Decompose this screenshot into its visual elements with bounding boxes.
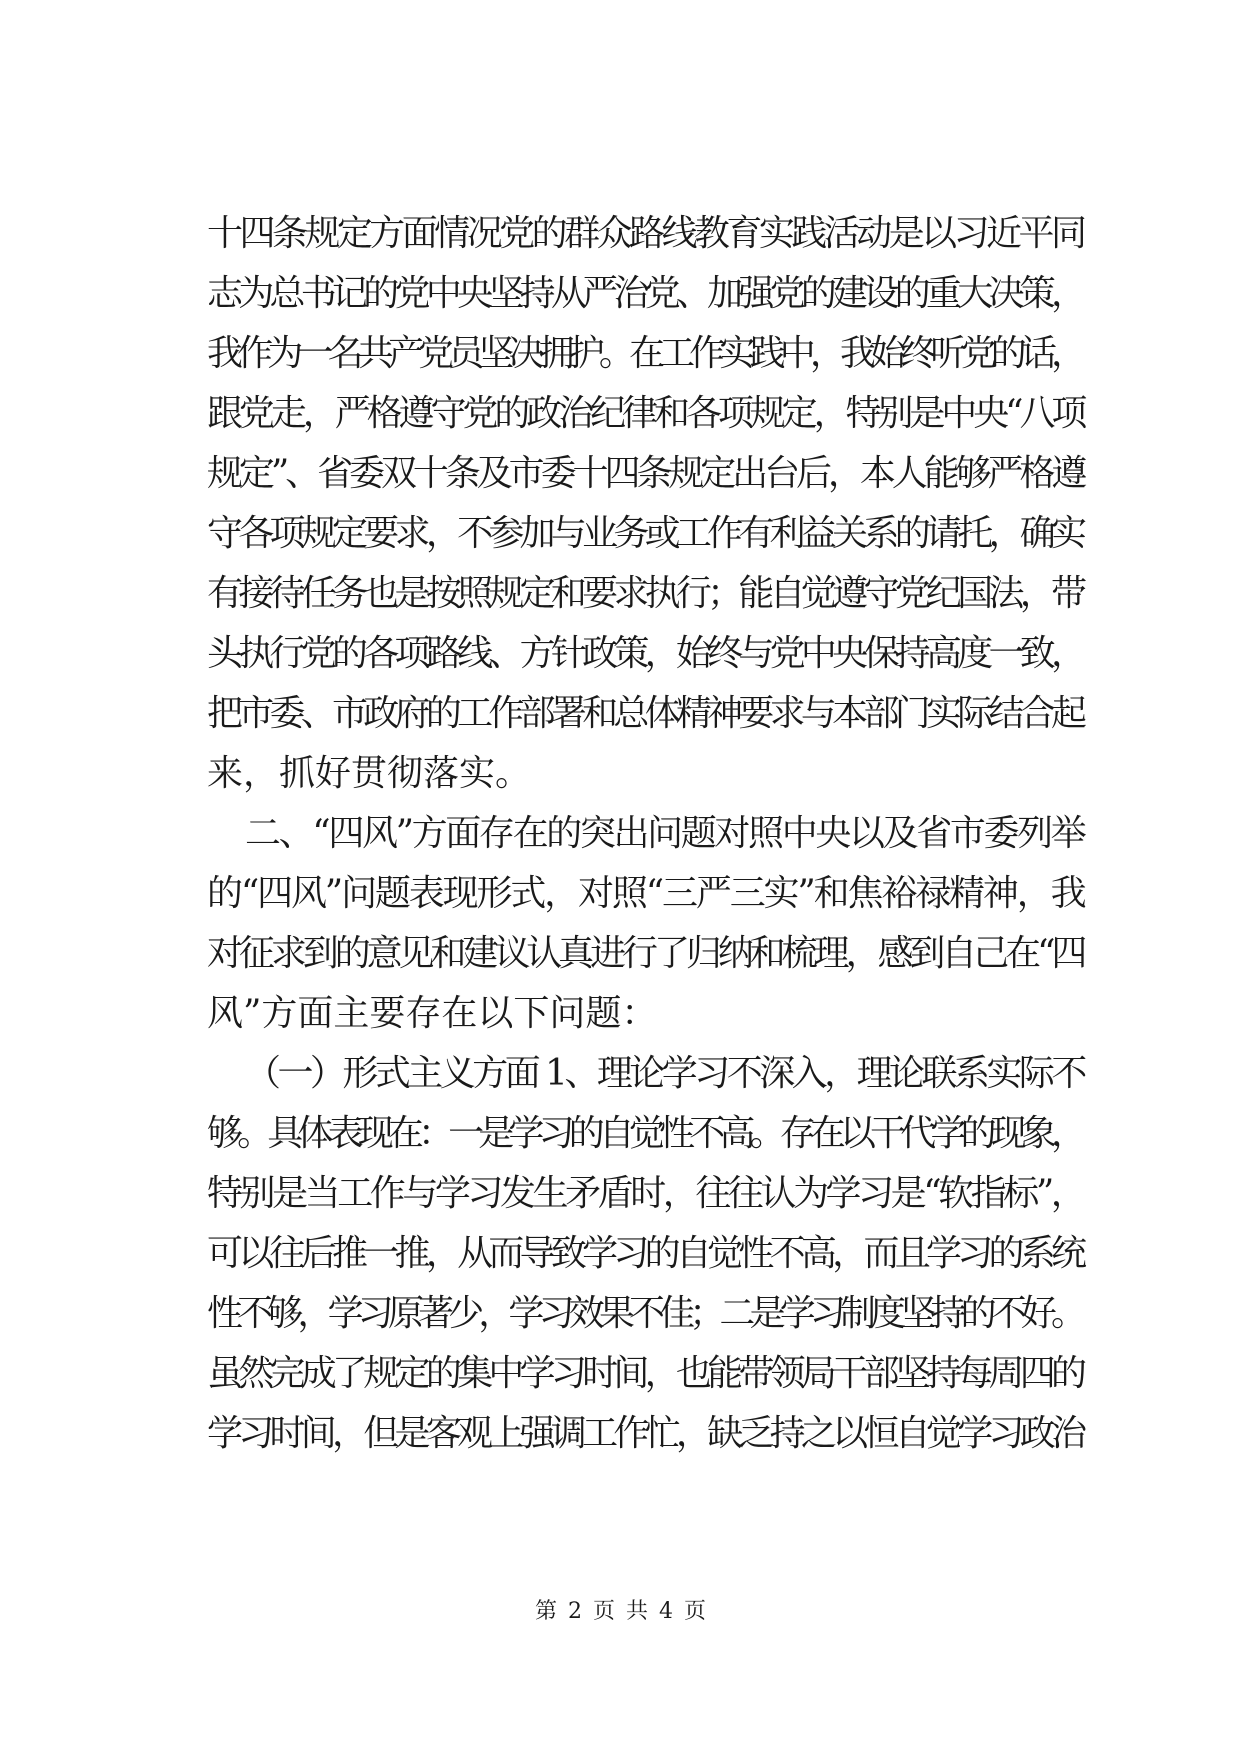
text-line: 我作为一名共产党员坚决拥护。在工作实践中，我始终听党的话， (207, 333, 1082, 374)
text-line: 守各项规定要求，不参加与业务或工作有利益关系的请托，确实 (207, 513, 1083, 554)
text-line: 志为总书记的党中央坚持从严治党、加强党的建设的重大决策， (207, 273, 1083, 314)
text-line: 可以往后推一推，从而导致学习的自觉性不高，而且学习的系统 (207, 1233, 1083, 1274)
text-line: 够。具体表现在：一是学习的自觉性不高。存在以干代学的现象， (207, 1113, 1082, 1154)
text-line: 特别是当工作与学习发生矛盾时，往往认为学习是“软指标”， (207, 1173, 1084, 1214)
text-line: 来，抓好贯彻落实。 (207, 753, 532, 794)
text-line: 十四条规定方面情况党的群众路线教育实践活动是以习近平同 (207, 213, 1084, 254)
page-number-footer: 第 2 页 共 4 页 (535, 1599, 706, 1624)
text-line: 风”方面主要存在以下问题： (207, 993, 658, 1034)
text-line: 二、“四风”方面存在的突出问题对照中央以及省市委列举 (245, 813, 1085, 854)
text-line: 对征求到的意见和建议认真进行了归纳和梳理，感到自己在“四 (207, 933, 1084, 974)
text-line: 有接待任务也是按照规定和要求执行；能自觉遵守党纪国法，带 (207, 573, 1083, 614)
text-line: 虽然完成了规定的集中学习时间，也能带领局干部坚持每周四的 (207, 1353, 1083, 1394)
text-line: 规定”、省委双十条及市委十四条规定出台后，本人能够严格遵 (207, 453, 1084, 494)
text-line: 学习时间，但是客观上强调工作忙，缺乏持之以恒自觉学习政治 (207, 1413, 1083, 1454)
text-line: 把市委、市政府的工作部署和总体精神要求与本部门实际结合起 (207, 693, 1083, 734)
text-line: （一）形式主义方面 1、理论学习不深入，理论联系实际不 (245, 1053, 1084, 1094)
text-line: 头执行党的各项路线、方针政策，始终与党中央保持高度一致， (207, 633, 1083, 674)
text-line: 跟党走，严格遵守党的政治纪律和各项规定，特别是中央“八项 (207, 393, 1084, 434)
text-line: 性不够，学习原著少，学习效果不佳；二是学习制度坚持的不好。 (207, 1293, 1082, 1334)
text-line: 的“四风”问题表现形式，对照“三严三实”和焦裕禄精神，我 (207, 873, 1085, 914)
